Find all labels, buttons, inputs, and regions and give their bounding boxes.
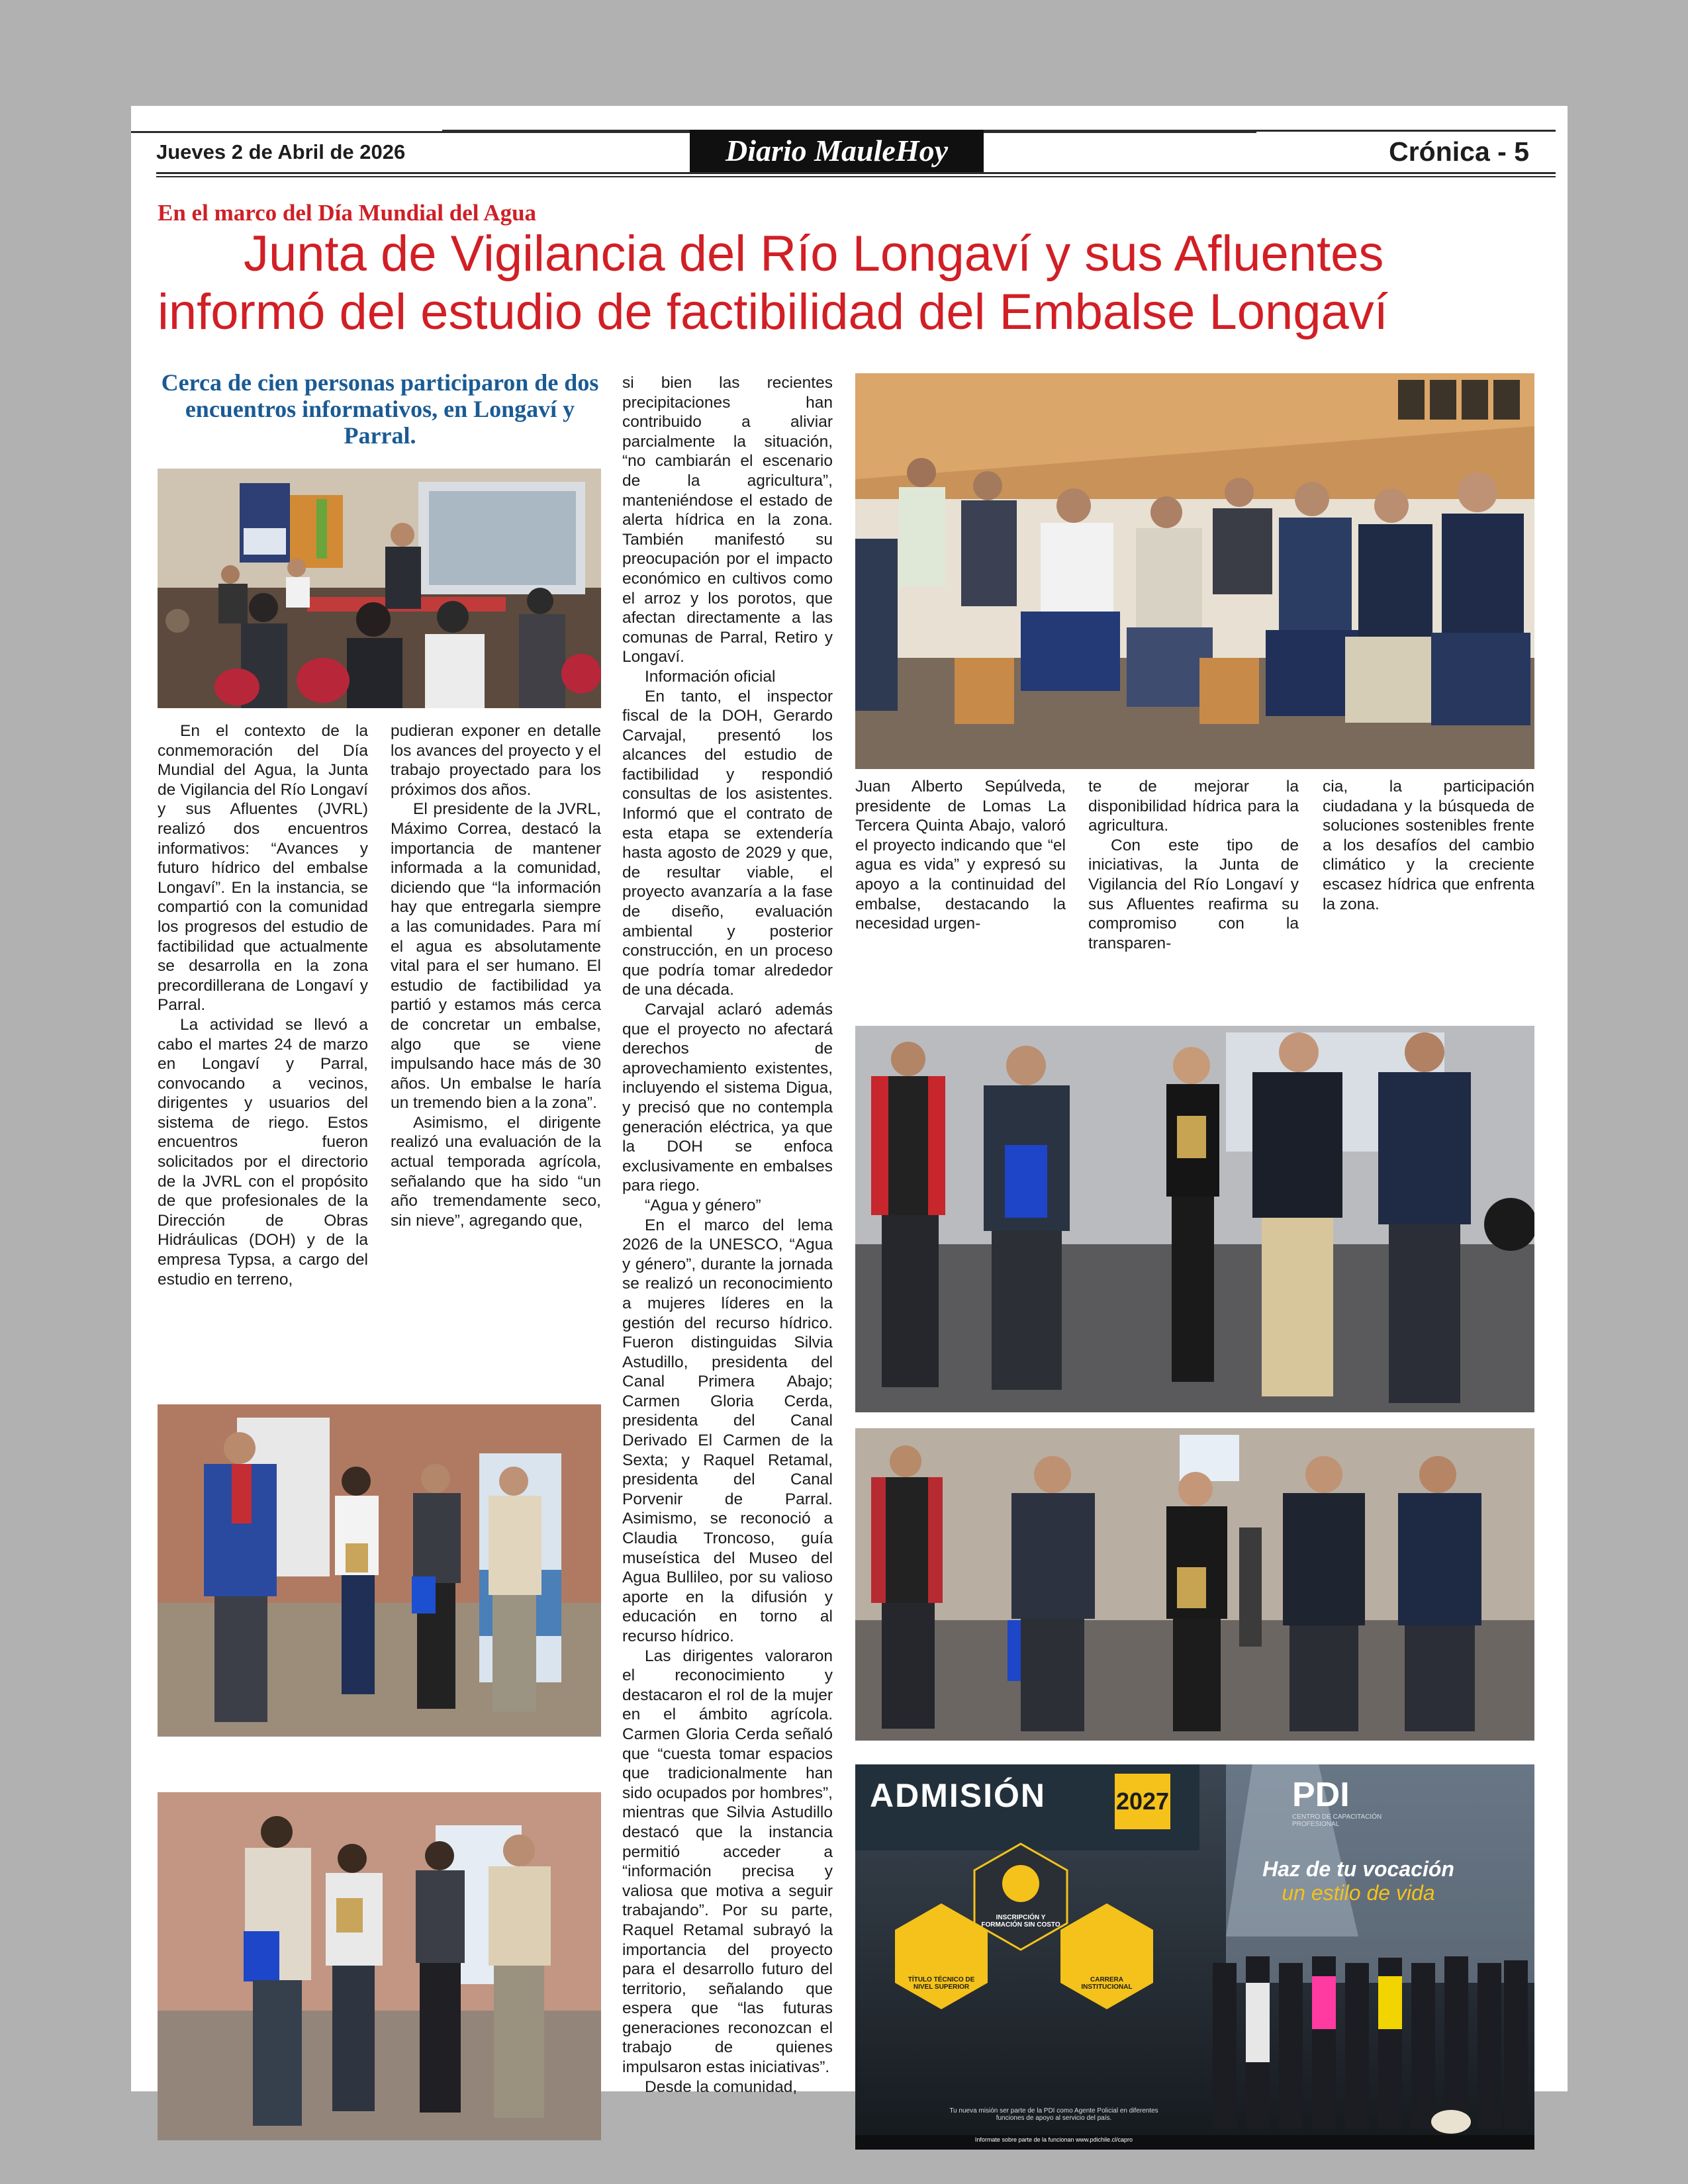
- article-column-6: [1323, 777, 1534, 914]
- header-rule-bottom-2: [156, 176, 1556, 177]
- article-column-1: [158, 721, 368, 1289]
- paragraph: Desde la comunidad,: [645, 2077, 798, 2096]
- ad-year: 2027: [1115, 1774, 1170, 1829]
- paragraph: Carvajal aclaró además que el proyecto no afectará derechos de aprovechamiento existentes, incluyendo el sistema Digua, y precisó que no contempla generación eléctrica, ya que la DOH se enfoca exclusivamente en embalses para riego.: [622, 1001, 833, 1195]
- header-rule-bottom: [156, 172, 1556, 174]
- photo-recognition-group-4: [855, 1428, 1534, 1741]
- section-subheading: Información oficial: [645, 667, 776, 686]
- issue-date: Jueves 2 de Abril de 2026: [156, 140, 406, 163]
- pdi-admission-ad[interactable]: [855, 1764, 1534, 2150]
- article-column-5: [1088, 777, 1299, 953]
- paragraph: te de mejorar la disponibilidad hídrica para la agricultura.: [1088, 778, 1299, 835]
- article-column-4: [855, 777, 1066, 934]
- paragraph: El presidente de la JVRL, Máximo Correa, destacó la importancia de mantener informada a la comunidad, diciendo que “la información hay que entregarla siempre a las comunidades. Para mí el agua es absolutamente vital para el ser humano. El estudio de factibilidad ya partió y estamos más cerca de concretar un embalse, algo que se viene impulsando hace más de 30 años. Un embalse le haría un tremendo bien a la zona”.: [391, 800, 601, 1113]
- photo-recognition-group-3: [855, 1026, 1534, 1412]
- photo-audience: [855, 373, 1534, 769]
- ad-footer-1: Tu nueva misión ser parte de la PDI como Agente Policial en diferentes funciones de apoyo al servicio del país.: [949, 2107, 1158, 2122]
- ad-badge-center: INSCRIPCIÓN Y FORMACIÓN SIN COSTO: [981, 1914, 1060, 1929]
- header-rule-top-right: [442, 130, 1556, 132]
- ad-slogan-2: un estilo de vida: [1282, 1881, 1435, 1905]
- ad-badge-right: CARRERA INSTITUCIONAL: [1081, 1976, 1133, 1991]
- paragraph: Juan Alberto Sepúlveda, presidente de Lomas La Tercera Quinta Abajo, valoró el proyecto indicando que “el agua es vida” y expresó su apoyo a la continuidad del embalse, destacando la necesidad urgen-: [855, 778, 1066, 933]
- ad-brand-sub: CENTRO DE CAPACITACIÓN PROFESIONAL: [1292, 1813, 1382, 1828]
- paragraph: Las dirigentes valoraron el reconocimiento y destacaron el rol de la mujer en el ámbito agrícola. Carmen Gloria Cerda señaló que “cuesta tomar espacios que tradicionalmente han sido ocupados por hombres”, mientras que Silvia Astudillo destacó que la instancia permitió acceder a “información precisa y valiosa que motiva a seguir trabajando”. Por su parte, Raquel Retamal subrayó la importancia del proyecto para el desarrollo futuro del territorio, señalando que espera que “las futuras generaciones reconozcan el trabajo de quienes impulsaron estas iniciativas”.: [622, 1647, 833, 2077]
- masthead-logo: Diario MauleHoy: [690, 130, 984, 172]
- article-column-3: [622, 373, 833, 2097]
- photo-meeting-speaker: [158, 469, 601, 708]
- headline-line-2: informó del estudio de factibilidad del Embalse Longaví: [158, 284, 1388, 340]
- paragraph: En el marco del lema 2026 de la UNESCO, “Agua y género”, durante la jornada se realizó un reconocimiento a mujeres líderes en la gestión del recurso hídrico. Fueron distinguidas Silvia Astudillo, presidenta del Canal Primera Abajo; Carmen Gloria Cerda, presidenta del Canal Derivado El Carmen de la Sexta; y Raquel Retamal, presidenta del Canal Porvenir de Parral. Asimismo, se reconoció a Claudia Troncoso, guía museística del Museo del Agua Bullileo, por su valioso aporte en la difusión y educación en torno al recurso hídrico.: [622, 1216, 833, 1645]
- paragraph: si bien las recientes precipitaciones han contribuido a aliviar parcialmente la situación, “no cambiarán el escenario de la agricultura”, manteniéndose el estado de alerta hídrica en la zona. También manifestó su preocupación por el impacto económico en cultivos como el arroz y los porotos, que afectan directamente a las comunas de Parral, Retiro y Longaví.: [622, 374, 833, 666]
- section-page-label: Crónica - 5: [1389, 136, 1529, 167]
- headline-line-1: Junta de Vigilancia del Río Longaví y sus Afluentes: [244, 226, 1384, 282]
- photo-recognition-group-1: [158, 1404, 601, 1737]
- section-subheading: “Agua y género”: [645, 1196, 761, 1214]
- ad-footer-2: Informate sobre parte de la funcionan www.pdichile.cl/capro: [974, 2136, 1133, 2143]
- article-headline: [158, 225, 1534, 341]
- article-column-2: [391, 721, 601, 1230]
- article-subhead: Cerca de cien personas participaron de dos encuentros informativos, en Longaví y Parral.: [161, 369, 599, 449]
- paragraph: En tanto, el inspector fiscal de la DOH, Gerardo Carvajal, presentó los alcances del estudio de factibilidad y respondió consultas de los asistentes. Informó que el contrato de esta etapa se extendería hasta agosto de 2029 y que, de resultar viable, el proyecto avanzaría a la fase de diseño, evaluación ambiental y posterior construcción, en un proceso que podría tomar alrededor de una década.: [622, 687, 833, 999]
- article-kicker: En el marco del Día Mundial del Agua: [158, 200, 537, 226]
- ad-slogan-1: Haz de tu vocación: [1262, 1857, 1454, 1881]
- paragraph: cia, la participación ciudadana y la búsqueda de soluciones sostenibles frente a los desafíos del cambio climático y la creciente escasez hídrica que enfrenta la zona.: [1323, 778, 1534, 913]
- paragraph: Con este tipo de iniciativas, la Junta de Vigilancia del Río Longaví y sus Afluentes reafirma su compromiso con la transparen-: [1088, 836, 1299, 952]
- paragraph: En el contexto de la conmemoración del Día Mundial del Agua, la Junta de Vigilancia del Río Longaví y sus Afluentes (JVRL) realizó dos encuentros informativos: “Avances y futuro hídrico del embalse Longaví”. En la instancia, se compartió con la comunidad los progresos del estudio de factibilidad que actualmente se desarrolla en la zona precordillerana de Longaví y Parral.: [158, 722, 368, 1015]
- photo-recognition-group-2: [158, 1792, 601, 2140]
- ad-title: ADMISIÓN: [870, 1777, 1046, 1814]
- paragraph: La actividad se llevó a cabo el martes 24 de marzo en Longaví y Parral, convocando a vecinos, dirigentes y usuarios del sistema de riego. Estos encuentros fueron solicitados por el directorio de la JVRL con el propósito de que profesionales de la Dirección de Obras Hidráulicas (DOH) y de la empresa Typsa, a cargo del estudio en terreno,: [158, 1015, 368, 1289]
- newspaper-page: [131, 106, 1568, 2143]
- paragraph: pudieran exponer en detalle los avances del proyecto y el trabajo proyectado para los próximos dos años.: [391, 722, 601, 799]
- paragraph: Asimismo, el dirigente realizó una evaluación de la actual temporada agrícola, señalando que ha sido “un año tremendamente seco, sin nieve”, agregando que,: [391, 1113, 601, 1230]
- ad-brand: PDI: [1292, 1776, 1350, 1814]
- ad-badge-left: TÍTULO TÉCNICO DE NIVEL SUPERIOR: [908, 1976, 975, 1991]
- article-area: [131, 193, 1568, 2143]
